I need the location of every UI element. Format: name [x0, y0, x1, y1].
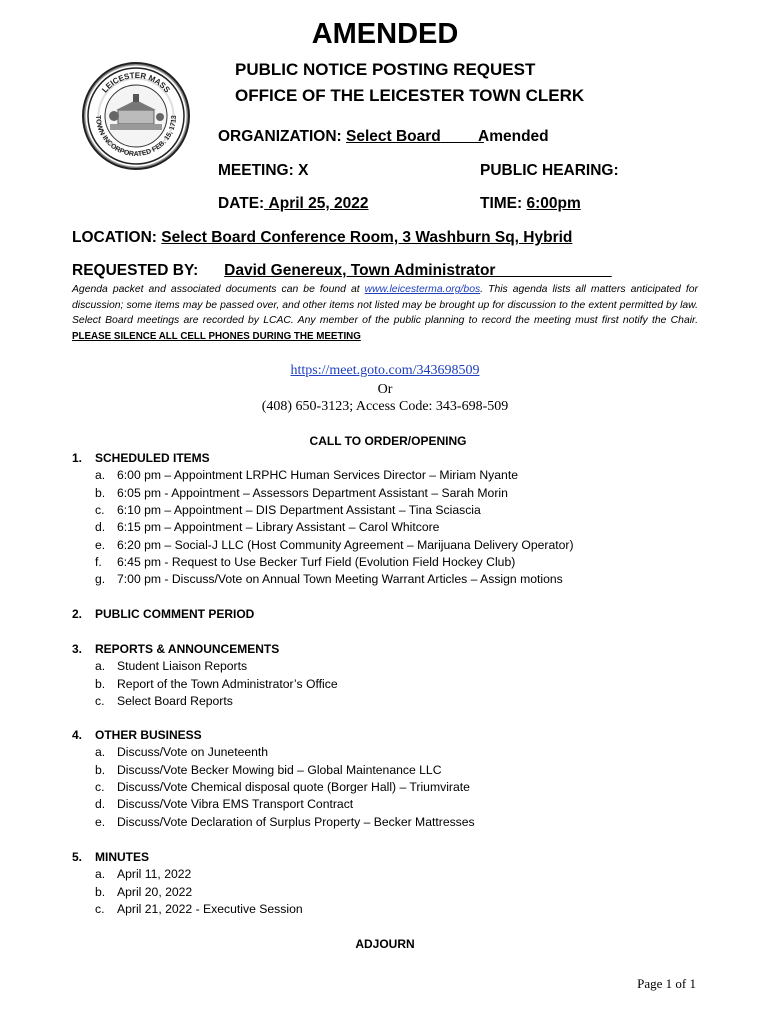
time-field	[480, 195, 581, 213]
agenda-item	[95, 468, 518, 482]
agenda-item-letter: d.	[95, 797, 106, 812]
section-heading	[72, 850, 149, 864]
agenda-item	[95, 555, 515, 569]
agenda-item-letter: f.	[95, 554, 102, 569]
town-seal-logo	[82, 62, 190, 170]
amended-label: Amended	[478, 128, 549, 145]
agenda-item	[95, 520, 439, 534]
agenda-item-letter: a.	[95, 659, 106, 674]
agenda-item-text: Discuss/Vote Becker Mowing bid – Global Maintenance LLC	[117, 762, 442, 777]
seal-bottom-text: TOWN INCORPORATED FEB. 15, 1713	[93, 115, 179, 159]
agenda-item	[95, 659, 247, 673]
requested-underline-pad	[495, 262, 611, 279]
agenda-item-letter: c.	[95, 779, 105, 794]
date-label: DATE:	[218, 195, 265, 212]
section-heading	[72, 728, 202, 742]
agenda-item-letter: c.	[95, 901, 105, 916]
agenda-item	[95, 677, 338, 691]
agenda-item	[95, 538, 574, 552]
agenda-item-text: April 21, 2022 - Executive Session	[117, 901, 303, 916]
agenda-packet-link[interactable]: www.leicesterma.org/bos	[364, 284, 481, 295]
section-title: SCHEDULED ITEMS	[95, 451, 210, 465]
agenda-item	[95, 867, 191, 881]
seal-top-text: LEICESTER MASS	[100, 70, 172, 95]
agenda-item-text: Discuss/Vote Vibra EMS Transport Contract	[117, 797, 354, 812]
agenda-item	[95, 797, 353, 811]
section-number: 5.	[72, 850, 83, 864]
date-field	[218, 195, 368, 213]
agenda-item	[95, 486, 508, 500]
agenda-item-text: Student Liaison Reports	[117, 659, 248, 674]
agenda-item-letter: b.	[95, 676, 106, 691]
agenda-item	[95, 572, 563, 586]
agenda-item	[95, 780, 470, 794]
agenda-item-text: 6:00 pm – Appointment LRPHC Human Services Director – Miriam Nyante	[117, 468, 518, 483]
agenda-item	[95, 694, 233, 708]
agenda-item-letter: e.	[95, 537, 106, 552]
agenda-item-letter: a.	[95, 745, 106, 760]
page-number: Page 1 of 1	[637, 976, 696, 991]
section-title: REPORTS & ANNOUNCEMENTS	[95, 642, 280, 656]
section-number: 3.	[72, 642, 83, 656]
agenda-item-text: 6:15 pm – Appointment – Library Assistant – Carol Whitcore	[117, 520, 440, 535]
agenda-item-text: April 20, 2022	[117, 884, 193, 899]
location-label: LOCATION:	[72, 229, 157, 246]
date-value-wrap	[264, 195, 368, 212]
or-text: Or	[377, 382, 393, 397]
intro-text-after: . This agenda lists all matters anticipated for discussion; some items may be passed over, and other items not listed may be brought up for discussion to the extent permitted by law. Select Board meetings are recorded by LCAC. Any member of the public planning to record the meeting must first notify the Chair.	[72, 284, 698, 327]
call-to-order-heading: CALL TO ORDER/OPENING	[309, 434, 467, 448]
agenda-item	[95, 902, 303, 916]
agenda-item	[95, 503, 481, 517]
agenda-item-letter: b.	[95, 485, 106, 500]
requested-by-value: David Genereux, Town Administrator	[224, 262, 496, 279]
agenda-item	[95, 763, 442, 777]
meeting-field: MEETING: X	[218, 162, 309, 179]
agenda-item-text: Report of the Town Administrator’s Office	[117, 676, 338, 691]
agenda-item-letter: g.	[95, 572, 106, 587]
phone-access-line: (408) 650-3123; Access Code: 343-698-509	[261, 399, 509, 414]
agenda-item	[95, 745, 268, 759]
meeting-url-line	[0, 363, 770, 379]
organization-value: Select Board	[346, 128, 441, 145]
agenda-item	[95, 815, 475, 829]
requested-by-label: REQUESTED BY:	[72, 262, 199, 279]
section-title: OTHER BUSINESS	[95, 728, 202, 742]
organization-field	[218, 128, 484, 146]
agenda-item-text: 6:10 pm – Appointment – DIS Department Assistant – Tina Sciascia	[117, 502, 481, 517]
intro-paragraph	[72, 282, 698, 344]
agenda-item-letter: c.	[95, 502, 105, 517]
requested-by-field	[72, 262, 612, 280]
public-hearing-field: PUBLIC HEARING:	[480, 162, 619, 179]
agenda-item-letter: c.	[95, 693, 105, 708]
intro-text-before: Agenda packet and associated documents can be found at	[72, 284, 365, 295]
agenda-item-letter: a.	[95, 468, 106, 483]
agenda-item-text: Discuss/Vote on Juneteenth	[117, 745, 269, 760]
agenda-item-letter: b.	[95, 762, 106, 777]
location-value: Select Board Conference Room, 3 Washburn Sq, Hybrid	[161, 229, 573, 246]
agenda-item-letter: a.	[95, 867, 106, 882]
agenda-item-text: April 11, 2022	[117, 867, 192, 882]
section-heading	[72, 642, 279, 656]
organization-label: ORGANIZATION:	[218, 128, 342, 145]
agenda-item-text: 6:45 pm - Request to Use Becker Turf Field (Evolution Field Hockey Club)	[117, 554, 516, 569]
meeting-url-link[interactable]: https://meet.goto.com/343698509	[290, 363, 480, 378]
agenda-item-text: 6:05 pm - Appointment – Assessors Department Assistant – Sarah Morin	[117, 485, 508, 500]
agenda-item-text: Discuss/Vote Declaration of Surplus Property – Becker Mattresses	[117, 814, 475, 829]
agenda-item-letter: b.	[95, 884, 106, 899]
section-number: 2.	[72, 607, 83, 621]
section-number: 4.	[72, 728, 83, 742]
silence-phones-notice: PLEASE SILENCE ALL CELL PHONES DURING THE MEETING	[72, 330, 361, 342]
agenda-item-letter: d.	[95, 520, 106, 535]
seal-drawing	[84, 64, 188, 168]
agenda-item-text: 6:20 pm – Social-J LLC (Host Community Agreement – Marijuana Delivery Operator)	[117, 537, 574, 552]
agenda-item-text: 7:00 pm - Discuss/Vote on Annual Town Meeting Warrant Articles – Assign motions	[117, 572, 563, 587]
agenda-item-letter: e.	[95, 814, 106, 829]
adjourn-heading: ADJOURN	[355, 937, 415, 951]
time-value: 6:00pm	[526, 195, 581, 212]
agenda-item-text: Select Board Reports	[117, 693, 233, 708]
amended-title: AMENDED	[311, 18, 459, 50]
header-line-1: PUBLIC NOTICE POSTING REQUEST	[235, 60, 536, 79]
section-title: PUBLIC COMMENT PERIOD	[95, 607, 255, 621]
section-heading	[72, 607, 254, 621]
date-value: April 25, 2022	[268, 195, 369, 212]
location-field	[72, 229, 572, 247]
agenda-item-text: Discuss/Vote Chemical disposal quote (Borger Hall) – Triumvirate	[117, 779, 470, 794]
header-line-2: OFFICE OF THE LEICESTER TOWN CLERK	[235, 86, 585, 105]
agenda-item	[95, 885, 192, 899]
section-number: 1.	[72, 451, 83, 465]
section-title: MINUTES	[95, 850, 149, 864]
section-heading	[72, 451, 210, 465]
time-label: TIME:	[480, 195, 523, 212]
